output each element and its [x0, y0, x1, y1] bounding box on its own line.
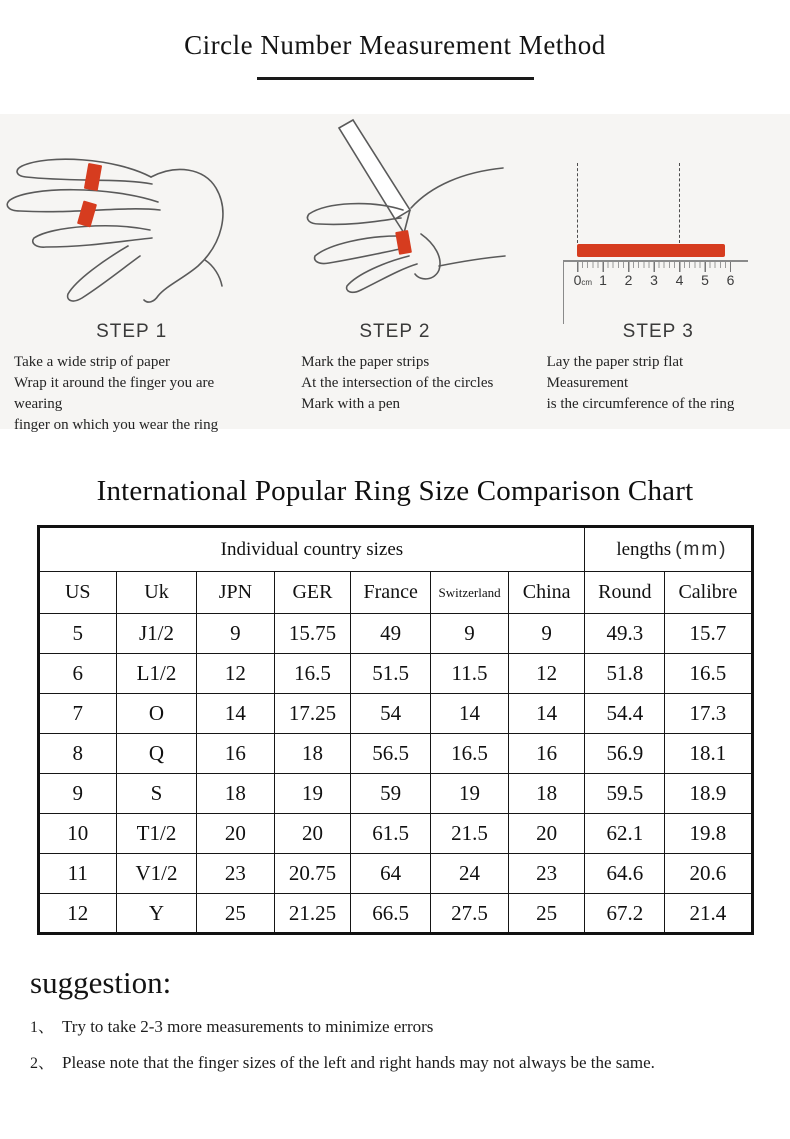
size-cell: 12 — [196, 654, 274, 694]
ruler-number-0: 0cm — [573, 272, 593, 288]
step-2-line-1: Mark the paper strips — [301, 354, 430, 370]
size-cell: 54.4 — [585, 694, 665, 734]
ruler-major-ticks — [577, 262, 731, 272]
size-cell: 27.5 — [431, 894, 509, 934]
step-1-line-2: Wrap it around the finger you are wearing — [14, 375, 215, 412]
size-cell: T1/2 — [117, 814, 197, 854]
size-cell: 16.5 — [431, 734, 509, 774]
table-row — [38, 654, 752, 694]
size-cell: V1/2 — [117, 854, 197, 894]
ruler-unit-label: cm — [581, 278, 593, 287]
size-cell: 24 — [431, 854, 509, 894]
hand-wrap-paper-icon — [0, 114, 263, 319]
step-1-line-1: Take a wide strip of paper — [14, 354, 170, 370]
step-1-column — [0, 114, 263, 433]
size-cell: 20 — [196, 814, 274, 854]
size-cell: 25 — [508, 894, 584, 934]
ruler-illustration — [527, 114, 790, 319]
ruler-number-5: 5 — [701, 272, 709, 288]
size-cell: 18.9 — [665, 774, 752, 814]
table-row — [38, 614, 752, 654]
ruler-number-6: 6 — [726, 272, 735, 288]
suggestion-heading: suggestion: — [30, 965, 172, 1000]
size-cell: 64.6 — [585, 854, 665, 894]
page-title: Circle Number Measurement Method — [184, 30, 606, 60]
column-header-jpn: JPN — [196, 572, 274, 614]
chart-title: International Popular Ring Size Comparison Chart — [96, 475, 694, 507]
column-header-round: Round — [585, 572, 665, 614]
ruler-guide-line-0 — [577, 163, 578, 243]
size-cell: 9 — [196, 614, 274, 654]
suggestion-item-2-number: 2、 — [30, 1055, 55, 1072]
size-cell: 56.9 — [585, 734, 665, 774]
paper-strip — [577, 244, 725, 257]
table-row — [38, 814, 752, 854]
size-cell: Y — [117, 894, 197, 934]
step-3-description — [527, 352, 790, 415]
size-cell: 15.75 — [274, 614, 350, 654]
size-cell: 9 — [431, 614, 509, 654]
title-underline — [257, 77, 534, 80]
size-cell: 49.3 — [585, 614, 665, 654]
table-row — [38, 694, 752, 734]
size-cell: 62.1 — [585, 814, 665, 854]
size-cell: 20 — [274, 814, 350, 854]
size-cell: 12 — [38, 894, 117, 934]
size-cell: O — [117, 694, 197, 734]
table-row — [38, 774, 752, 814]
size-cell: 18 — [196, 774, 274, 814]
size-cell: S — [117, 774, 197, 814]
size-cell: 19.8 — [665, 814, 752, 854]
step-2-description — [263, 352, 526, 415]
header — [0, 0, 790, 80]
size-cell: 6 — [38, 654, 117, 694]
step-3-line-2: Measurement — [546, 375, 629, 391]
column-header-ger: GER — [274, 572, 350, 614]
ring-size-comparison-table — [37, 525, 754, 935]
step-3-line-1: Lay the paper strip flat — [546, 354, 684, 370]
size-cell: 23 — [196, 854, 274, 894]
suggestion-item-2-text: Please note that the finger sizes of the left and right hands may not always be the same. — [62, 1053, 655, 1072]
column-header-france: France — [351, 572, 431, 614]
ruler-number-4: 4 — [675, 272, 684, 288]
ruler-corner-line — [563, 260, 564, 324]
column-header-uk: Uk — [117, 572, 197, 614]
group-header-country-sizes: Individual country sizes — [38, 527, 585, 572]
ruler-guide-line-4 — [679, 163, 680, 243]
size-cell: 61.5 — [351, 814, 431, 854]
column-header-switzerland: Switzerland — [431, 572, 509, 614]
size-cell: 19 — [274, 774, 350, 814]
size-cell: 11 — [38, 854, 117, 894]
size-cell: 51.5 — [351, 654, 431, 694]
ruler-number-1: 1 — [599, 272, 607, 288]
suggestion-item-1 — [30, 1014, 790, 1037]
mm-unit-label: (mm) — [675, 538, 728, 560]
size-cell: 66.5 — [351, 894, 431, 934]
size-cell: 20.6 — [665, 854, 752, 894]
size-cell: 16.5 — [665, 654, 752, 694]
size-cell: J1/2 — [117, 614, 197, 654]
size-cell: 7 — [38, 694, 117, 734]
size-cell: 21.4 — [665, 894, 752, 934]
size-cell: 18 — [274, 734, 350, 774]
size-cell: 56.5 — [351, 734, 431, 774]
size-cell: 21.5 — [431, 814, 509, 854]
size-cell: 23 — [508, 854, 584, 894]
size-cell: 64 — [351, 854, 431, 894]
size-cell: 51.8 — [585, 654, 665, 694]
column-header-china: China — [508, 572, 584, 614]
step-1-description — [0, 352, 263, 436]
size-cell: 21.25 — [274, 894, 350, 934]
step-1-label: STEP 1 — [96, 321, 168, 342]
size-cell: 11.5 — [431, 654, 509, 694]
size-cell: 20.75 — [274, 854, 350, 894]
step-2-line-3: Mark with a pen — [301, 396, 401, 412]
size-cell: 9 — [38, 774, 117, 814]
step-3-label: STEP 3 — [622, 321, 694, 342]
size-cell: 15.7 — [665, 614, 752, 654]
ruler-number-3: 3 — [650, 272, 658, 288]
hand-with-ring-strip-illustration — [0, 114, 263, 319]
size-cell: 17.25 — [274, 694, 350, 734]
suggestion-item-1-text: Try to take 2-3 more measurements to minimize errors — [62, 1017, 434, 1036]
table-row — [38, 734, 752, 774]
column-header-calibre: Calibre — [665, 572, 752, 614]
step-1-line-3: finger on which you wear the ring — [14, 417, 219, 433]
suggestion-section — [0, 965, 790, 1073]
group-header-row — [38, 527, 752, 572]
measurement-steps-band — [0, 114, 790, 433]
size-cell: 25 — [196, 894, 274, 934]
size-cell: 14 — [431, 694, 509, 734]
size-cell: 59 — [351, 774, 431, 814]
step-2-line-2: At the intersection of the circles — [301, 375, 494, 391]
size-cell: 17.3 — [665, 694, 752, 734]
ruler-numbers — [573, 272, 737, 292]
size-cell: 19 — [431, 774, 509, 814]
size-cell: 18.1 — [665, 734, 752, 774]
step-3-line-3: is the circumference of the ring — [546, 396, 735, 412]
step-3-column — [527, 114, 790, 429]
table-row — [38, 854, 752, 894]
suggestion-item-2 — [30, 1050, 790, 1073]
size-cell: 18 — [508, 774, 584, 814]
size-cell: L1/2 — [117, 654, 197, 694]
column-header-us: US — [38, 572, 117, 614]
hand-mark-pen-icon — [263, 114, 526, 319]
size-cell: 49 — [351, 614, 431, 654]
size-cell: 20 — [508, 814, 584, 854]
suggestion-item-1-number: 1、 — [30, 1019, 55, 1036]
hand-with-pen-illustration — [263, 114, 526, 319]
size-cell: Q — [117, 734, 197, 774]
step-2-label: STEP 2 — [359, 321, 431, 342]
ruler-number-2: 2 — [624, 272, 633, 288]
size-cell: 16.5 — [274, 654, 350, 694]
size-cell: 14 — [508, 694, 584, 734]
size-cell: 59.5 — [585, 774, 665, 814]
size-cell: 12 — [508, 654, 584, 694]
column-header-row — [38, 572, 752, 614]
lengths-label: lengths — [616, 538, 672, 560]
size-cell: 10 — [38, 814, 117, 854]
size-cell: 16 — [196, 734, 274, 774]
step-2-column — [263, 114, 526, 429]
table-row — [38, 894, 752, 934]
group-header-lengths — [585, 527, 752, 572]
size-cell: 67.2 — [585, 894, 665, 934]
size-cell: 5 — [38, 614, 117, 654]
size-cell: 8 — [38, 734, 117, 774]
size-cell: 9 — [508, 614, 584, 654]
size-cell: 54 — [351, 694, 431, 734]
size-cell: 16 — [508, 734, 584, 774]
size-cell: 14 — [196, 694, 274, 734]
